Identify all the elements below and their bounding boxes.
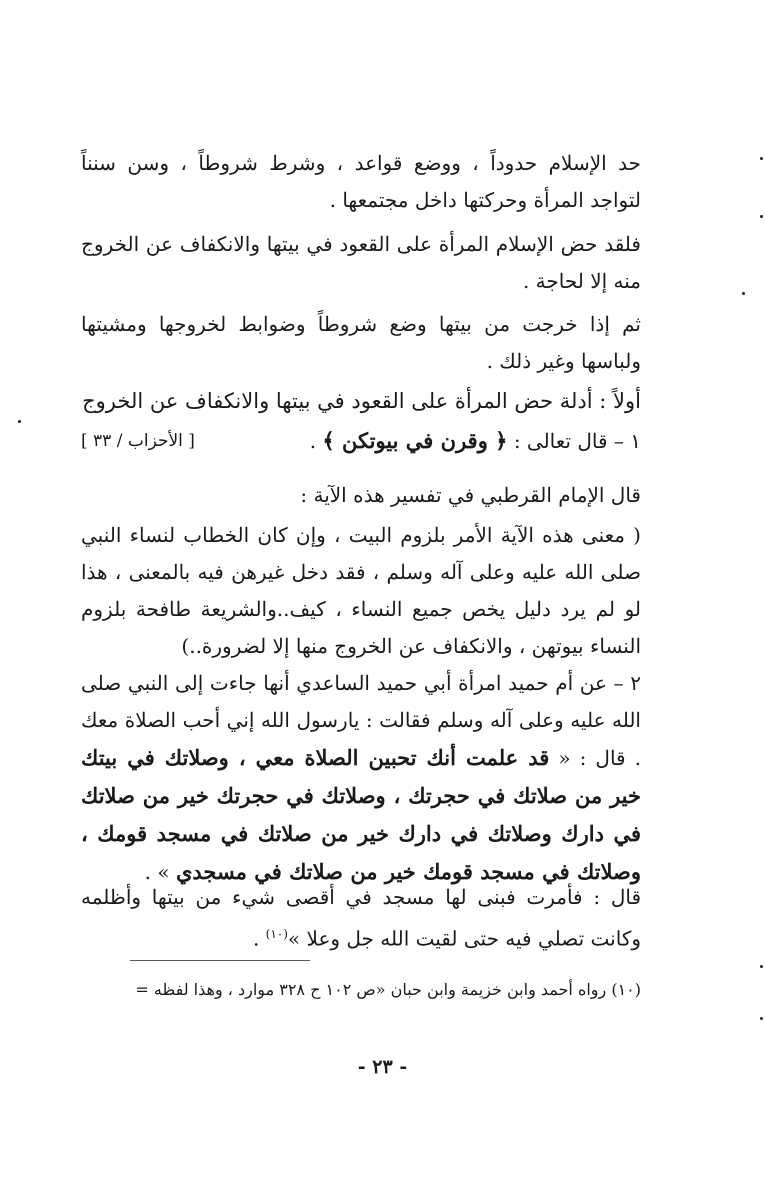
scan-speck: [742, 292, 745, 295]
scan-speck: [760, 1017, 763, 1020]
paragraph-2: فلقد حض الإسلام المرأة على القعود في بيتها والانكفاف عن الخروج منه إلا لحاجة .: [81, 232, 641, 293]
scan-speck: [760, 215, 763, 218]
evidence-2-close: » .: [144, 860, 170, 884]
verse-reference: [ الأحزاب / ٣٣ ]: [81, 431, 195, 451]
section-heading: أولاً : أدلة حض المرأة على القعود في بيتها والانكفاف عن الخروج: [82, 389, 641, 413]
paragraph-3: ثم إذا خرجت من بيتها وضع شروطاً وضوابط لخروجها ومشيتها ولباسها وغير ذلك .: [81, 312, 641, 373]
scan-speck: [18, 420, 21, 423]
evidence-1: [81, 424, 641, 458]
scan-speck: [760, 157, 763, 160]
evidence-2: [81, 665, 641, 891]
footnote-marker: (١٠): [265, 927, 288, 941]
page-number: - ٢٣ -: [357, 1056, 408, 1078]
evidence-1-text: [310, 424, 641, 458]
evidence-1-end: .: [309, 429, 317, 453]
qurtubi-intro: قال الإمام القرطبي في تفسير هذه الآية :: [300, 483, 641, 507]
quran-verse: ﴿ وقرن في بيوتكن ﴾: [322, 428, 508, 453]
paragraph-1: حد الإسلام حدوداً ، ووضع قواعد ، وشرط شروطاً ، وسن سنناً لتواجد المرأة وحركتها داخل مجتمعها .: [81, 151, 641, 212]
hadith-text: قد علمت أنك تحبين الصلاة معي ، وصلاتك في بيتك خير من صلاتك في حجرتك ، وصلاتك في حجرتك خير من صلاتك في دارك وصلاتك في دارك خير من صلاتك في مسجد قومك ، وصلاتك في مسجد قومك خير من صلاتك في مسجدي: [81, 745, 641, 884]
footnote: (١٠) رواه أحمد وابن خزيمة وابن حبان «ص ١٠٢ ح ٣٢٨ موارد ، وهذا لفظه =: [135, 980, 641, 999]
footnote-divider: [130, 960, 310, 961]
final-paragraph-end: .: [252, 926, 260, 951]
scan-speck: [760, 965, 763, 968]
evidence-1-intro: ١ – قال تعالى :: [513, 429, 641, 453]
final-paragraph-text: قال : فأمرت فبنى لها مسجد في أقصى شيء من بيتها وأظلمه وكانت تصلي فيه حتى لقيت الله جل وعلا »: [81, 885, 641, 951]
final-paragraph: [81, 879, 641, 958]
qurtubi-quote: ( معنى هذه الآية الأمر بلزوم البيت ، وإن كان الخطاب لنساء النبي صلى الله عليه وعلى آله وسلم ، فقد دخل غيرهن فيه بالمعنى ، هذا لو لم يرد دليل يخص جميع النساء ، كيف..والشريعة طافحة بلزوم النساء بيوتهن ، والانكفاف عن الخروج منها إلا لضرورة..): [81, 523, 641, 658]
evidence-2-intro: ٢ – عن أم حميد امرأة أبي حميد الساعدي أنها جاءت إلى النبي صلى الله عليه وعلى آله وسلم فقالت : يارسول الله إني أحب الصلاة معك . قال : «: [81, 671, 642, 770]
